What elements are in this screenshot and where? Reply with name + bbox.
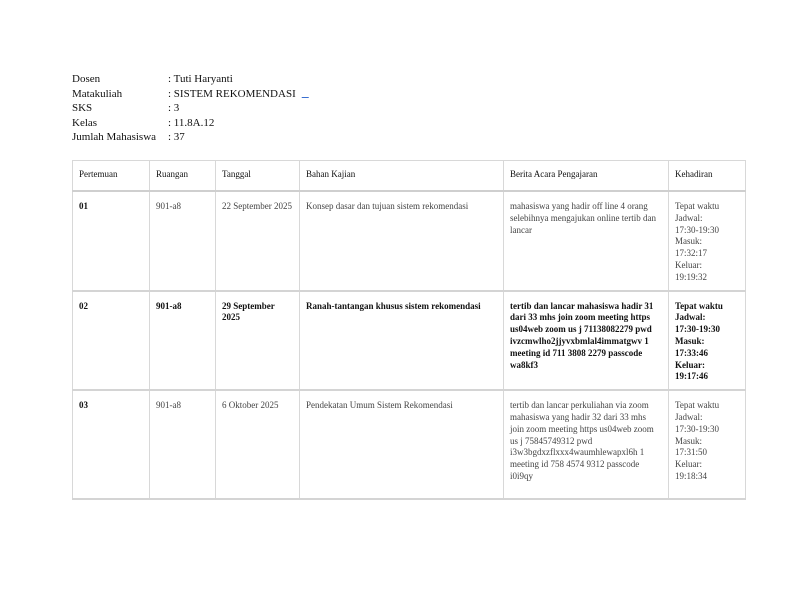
dosen-label: Dosen — [72, 73, 101, 85]
column-header-bahan-kajian: Bahan Kajian — [300, 161, 504, 192]
kehadiran-masuk-value: 17:32:17 — [675, 248, 708, 259]
kehadiran-jadwal-value: 17:30-19:30 — [675, 423, 719, 434]
dosen-row — [72, 72, 309, 87]
cell-kehadiran — [669, 191, 746, 291]
cell-bahan-kajian: Pendekatan Umum Sistem Rekomendasi — [300, 390, 504, 499]
kehadiran-jadwal-label: Jadwal: — [675, 411, 703, 422]
matakuliah-row — [72, 87, 309, 102]
table-row — [73, 291, 746, 391]
cell-pertemuan: 02 — [73, 291, 150, 391]
column-header-ruangan: Ruangan — [150, 161, 216, 192]
sks-label: SKS — [72, 102, 93, 114]
kehadiran-keluar-label: Keluar: — [675, 359, 705, 370]
kehadiran-jadwal-label: Jadwal: — [675, 212, 703, 223]
kehadiran-masuk-value: 17:31:50 — [675, 447, 708, 458]
cell-ruangan: 901-a8 — [150, 191, 216, 291]
course-info-header — [72, 72, 309, 145]
table-row — [73, 390, 746, 499]
cell-pertemuan: 01 — [73, 191, 150, 291]
cell-bahan-kajian: Ranah-tantangan khusus sistem rekomendasi — [300, 291, 504, 391]
cell-bahan-kajian: Konsep dasar dan tujuan sistem rekomendasi — [300, 191, 504, 291]
dosen-value: : Tuti Haryanti — [168, 73, 233, 85]
cell-berita-acara: tertib dan lancar perkuliahan via zoom mahasiswa yang hadir 32 dari 33 mhs join zoom meeting https us04web zoom us j 75845749312 pwd i3w3bgdxzflxxx4waumhlewapxl6h 1 meeting id 758 4574 9312 passcode i0i9qy — [504, 390, 669, 499]
column-header-tanggal: Tanggal — [216, 161, 300, 192]
kehadiran-jadwal-value: 17:30-19:30 — [675, 224, 719, 235]
column-header-pertemuan: Pertemuan — [73, 161, 150, 192]
cell-tanggal: 6 Oktober 2025 — [216, 390, 300, 499]
kehadiran-jadwal-value: 17:30-19:30 — [675, 324, 720, 335]
cell-tanggal: 29 September 2025 — [216, 291, 300, 391]
cell-ruangan: 901-a8 — [150, 390, 216, 499]
link-underline-mark[interactable] — [302, 87, 309, 102]
jumlah-value: : 37 — [168, 131, 185, 143]
column-header-berita-acara: Berita Acara Pengajaran — [504, 161, 669, 192]
cell-kehadiran — [669, 291, 746, 391]
kelas-row — [72, 116, 309, 131]
table-header-row — [73, 161, 746, 192]
matakuliah-value: : SISTEM REKOMENDASI — [168, 87, 296, 100]
kehadiran-keluar-value: 19:19:32 — [675, 271, 708, 282]
jumlah-label: Jumlah Mahasiswa — [72, 131, 157, 143]
kelas-value: : 11.8A.12 — [168, 116, 215, 129]
kehadiran-masuk-label: Masuk: — [675, 236, 702, 247]
kelas-label: Kelas — [72, 116, 98, 129]
jumlah-row — [72, 130, 309, 145]
kehadiran-status: Tepat waktu — [675, 400, 720, 411]
kehadiran-masuk-label: Masuk: — [675, 335, 705, 346]
cell-berita-acara: mahasiswa yang hadir off line 4 orang selebihnya mengajukan online tertib dan lancar — [504, 191, 669, 291]
attendance-table — [72, 160, 746, 500]
table-row — [73, 191, 746, 291]
cell-tanggal: 22 September 2025 — [216, 191, 300, 291]
cell-ruangan: 901-a8 — [150, 291, 216, 391]
kehadiran-keluar-label: Keluar: — [675, 459, 702, 470]
cell-berita-acara: tertib dan lancar mahasiswa hadir 31 dari 33 mhs join zoom meeting https us04web zoom us j 71138082279 pwd ivzcmwlho2jjyvxbmlal4immatgwv 1 meeting id 711 3808 2279 passcode wa8kf3 — [504, 291, 669, 391]
kehadiran-jadwal-label: Jadwal: — [675, 312, 706, 323]
kehadiran-keluar-value: 19:17:46 — [675, 371, 708, 382]
kehadiran-masuk-value: 17:33:46 — [675, 347, 708, 358]
kehadiran-status: Tepat waktu — [675, 300, 723, 311]
kehadiran-keluar-value: 19:18:34 — [675, 470, 708, 481]
column-header-kehadiran: Kehadiran — [669, 161, 746, 192]
kehadiran-masuk-label: Masuk: — [675, 435, 702, 446]
sks-value: : 3 — [168, 102, 180, 114]
cell-kehadiran — [669, 390, 746, 499]
sks-row — [72, 101, 309, 116]
kehadiran-status: Tepat waktu — [675, 201, 720, 211]
matakuliah-label: Matakuliah — [72, 87, 123, 100]
cell-pertemuan: 03 — [73, 390, 150, 499]
kehadiran-keluar-label: Keluar: — [675, 259, 702, 270]
